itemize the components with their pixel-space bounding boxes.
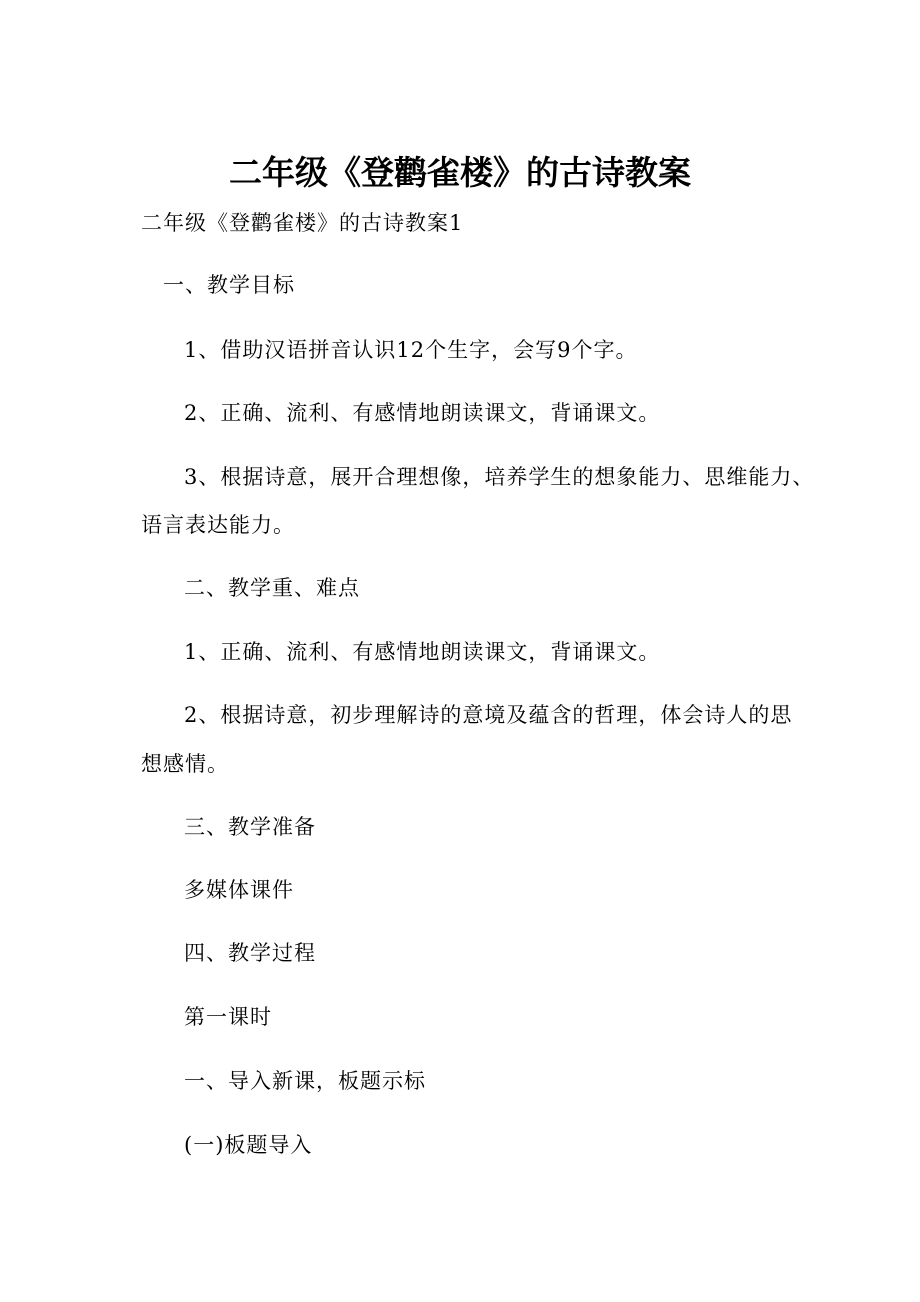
section-heading-objectives: 一、教学目标 [163, 273, 295, 297]
key-point-1: 1、正确、流利、有感情地朗读课文，背诵课文。 [184, 640, 661, 664]
key-point-2: 2、根据诗意，初步理解诗的意境及蕴含的哲理，体会诗人的思 [184, 703, 793, 727]
preparation-item: 多媒体课件 [184, 878, 294, 902]
section-heading-preparation: 三、教学准备 [184, 815, 316, 839]
objective-1: 1、借助汉语拼音认识12个生字，会写9个字。 [184, 338, 638, 362]
subtitle: 二年级《登鹳雀楼》的古诗教案1 [141, 211, 464, 235]
step-1-heading: 一、导入新课，板题示标 [184, 1069, 426, 1093]
document-title: 二年级《登鹳雀楼》的古诗教案 [229, 153, 691, 192]
objective-2: 2、正确、流利、有感情地朗读课文，背诵课文。 [184, 401, 661, 425]
objective-3: 3、根据诗意，展开合理想像，培养学生的想象能力、思维能力、 [184, 465, 815, 489]
section-heading-process: 四、教学过程 [184, 941, 316, 965]
step-1-substep: (一)板题导入 [184, 1133, 313, 1157]
lesson-period: 第一课时 [184, 1005, 272, 1029]
key-point-2-continued: 想感情。 [141, 752, 229, 776]
objective-3-continued: 语言表达能力。 [141, 513, 295, 537]
section-heading-key-points: 二、教学重、难点 [184, 576, 360, 600]
